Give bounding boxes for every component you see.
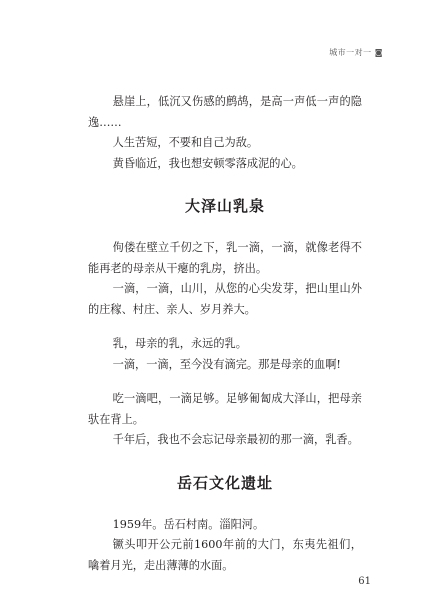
- section-title: 大泽山乳泉: [184, 197, 265, 215]
- paragraph: 人生苦短，不要和自己为敌。: [112, 136, 259, 149]
- paragraph: 吃一滴吧，一滴足够。足够匍匐成大泽山，把母亲驮在背上。: [88, 392, 362, 426]
- paragraph: 佝偻在壁立千仞之下，乳一滴，一滴，就像老得不能再老的母亲从干瘪的乳房，挤出。: [88, 241, 362, 275]
- paragraph: 悬崖上，低沉又伤感的鹧鸪，是高一声低一声的隐逸……: [88, 95, 362, 129]
- page-body: [88, 92, 362, 576]
- paragraph: 乳，母亲的乳，永远的乳。: [112, 337, 247, 350]
- paragraph: 一滴，一滴，至今没有滴完。那是母亲的血啊!: [112, 357, 341, 371]
- stanza-gap: [88, 375, 362, 389]
- section-title: 岳石文化遗址: [176, 473, 273, 492]
- paragraph: 1959年。岳石村南。淄阳河。: [112, 517, 265, 531]
- paragraph: 镢头叩开公元前1600年前的大门，东夷先祖们，噙着月光，走出薄薄的水面。: [88, 538, 362, 572]
- stanza-gap: [88, 320, 362, 334]
- paragraph: 一滴，一滴，山川，从您的心尖发芽，把山里山外的庄稼、村庄、亲人、岁月养大。: [88, 282, 362, 316]
- running-head: 城市一对一 ◙: [329, 48, 383, 57]
- paragraph: 千年后，我也不会忘记母亲最初的那一滴，乳香。: [112, 433, 359, 446]
- paragraph: 黄昏临近，我也想安顿零落成泥的心。: [112, 156, 303, 170]
- page-number: 61: [358, 576, 371, 587]
